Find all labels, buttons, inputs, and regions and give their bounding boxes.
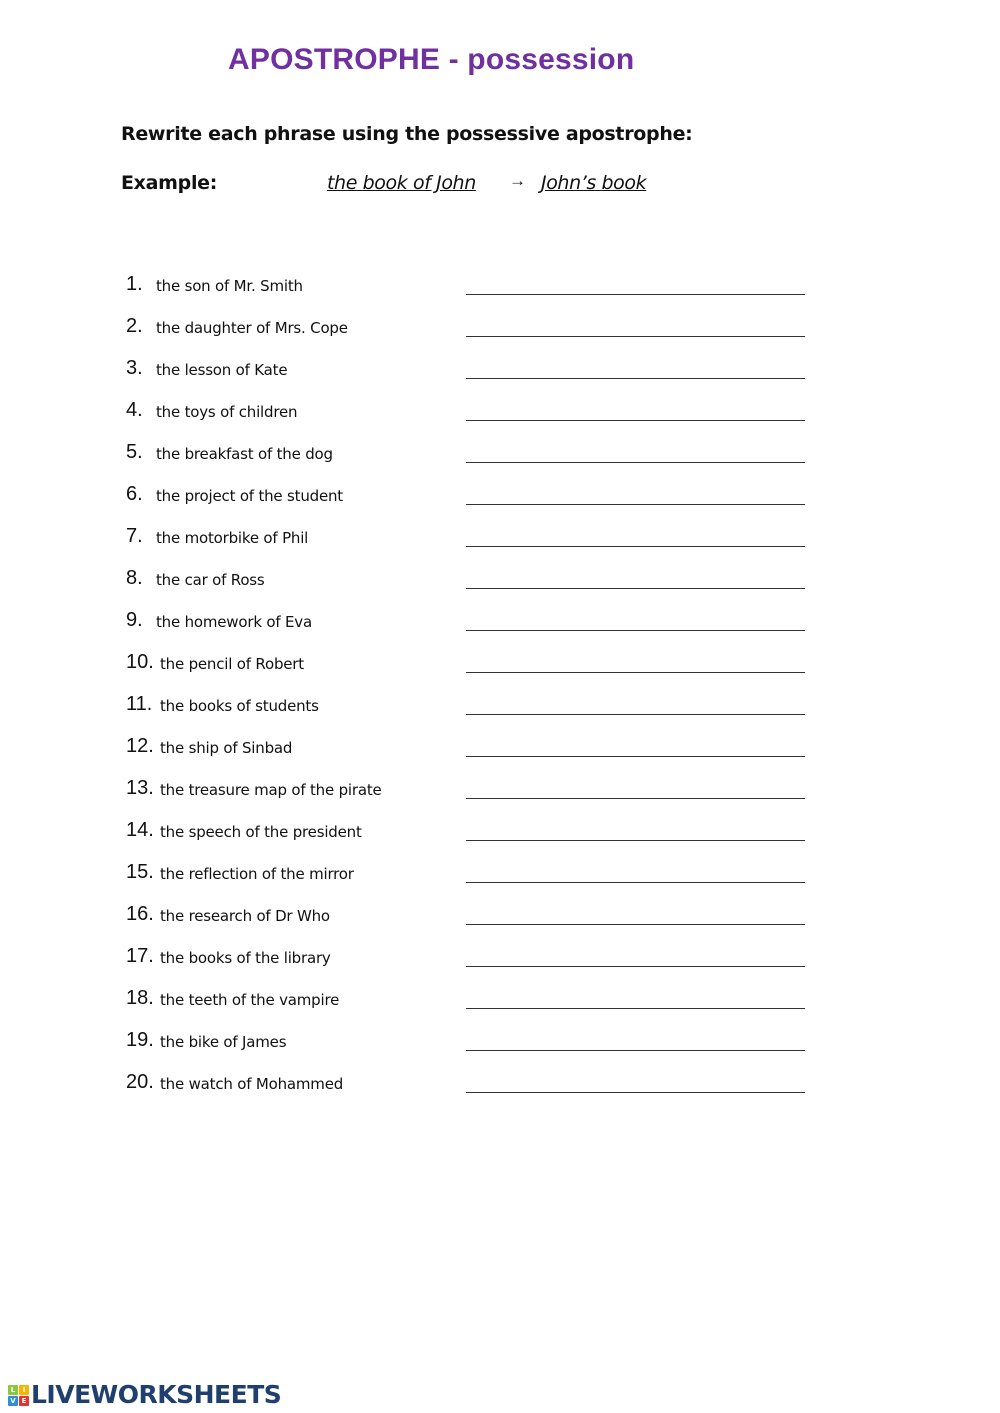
item-phrase: the speech of the president: [160, 823, 362, 841]
answer-input[interactable]: [466, 336, 805, 337]
exercise-row: [0, 903, 1000, 933]
item-number: 6.: [126, 483, 143, 505]
item-number: 1.: [126, 273, 143, 295]
live-badge-icon: [8, 1385, 29, 1406]
item-number: 5.: [126, 441, 143, 463]
answer-input[interactable]: [466, 924, 805, 925]
logo-text: LIVEWORKSHEETS: [31, 1380, 282, 1409]
answer-input[interactable]: [466, 672, 805, 673]
exercise-row: [0, 609, 1000, 639]
item-number: 14.: [126, 819, 154, 841]
exercise-row: [0, 861, 1000, 891]
item-phrase: the car of Ross: [156, 571, 265, 589]
item-number: 18.: [126, 987, 154, 1009]
exercise-row: [0, 315, 1000, 345]
item-number: 15.: [126, 861, 154, 883]
answer-input[interactable]: [466, 420, 805, 421]
exercise-row: [0, 567, 1000, 597]
item-phrase: the books of students: [160, 697, 319, 715]
arrow-right-icon: →: [509, 171, 526, 190]
exercise-row: [0, 735, 1000, 765]
answer-input[interactable]: [466, 966, 805, 967]
exercise-row: [0, 399, 1000, 429]
exercise-row: [0, 945, 1000, 975]
item-phrase: the reflection of the mirror: [160, 865, 354, 883]
answer-input[interactable]: [466, 840, 805, 841]
item-phrase: the ship of Sinbad: [160, 739, 293, 757]
badge-letter: L: [8, 1385, 18, 1395]
liveworksheets-logo: [8, 1382, 281, 1408]
item-number: 12.: [126, 735, 154, 757]
answer-input[interactable]: [466, 1092, 805, 1093]
badge-letter: E: [19, 1396, 29, 1406]
item-phrase: the treasure map of the pirate: [160, 781, 382, 799]
item-phrase: the books of the library: [160, 949, 331, 967]
item-phrase: the toys of children: [156, 403, 298, 421]
exercise-row: [0, 273, 1000, 303]
item-phrase: the homework of Eva: [156, 613, 312, 631]
exercise-row: [0, 441, 1000, 471]
exercise-row: [0, 693, 1000, 723]
answer-input[interactable]: [466, 504, 805, 505]
item-phrase: the research of Dr Who: [160, 907, 330, 925]
answer-input[interactable]: [466, 462, 805, 463]
item-phrase: the breakfast of the dog: [156, 445, 333, 463]
item-number: 4.: [126, 399, 143, 421]
answer-input[interactable]: [466, 882, 805, 883]
badge-letter: V: [8, 1396, 18, 1406]
item-number: 2.: [126, 315, 143, 337]
item-phrase: the teeth of the vampire: [160, 991, 340, 1009]
exercise-row: [0, 483, 1000, 513]
item-number: 16.: [126, 903, 154, 925]
answer-input[interactable]: [466, 714, 805, 715]
item-number: 17.: [126, 945, 154, 967]
item-number: 11.: [126, 693, 153, 715]
exercise-row: [0, 1029, 1000, 1059]
instruction-text: Rewrite each phrase using the possessive apostrophe:: [121, 123, 693, 145]
item-phrase: the pencil of Robert: [160, 655, 304, 673]
item-number: 9.: [126, 609, 143, 631]
exercise-row: [0, 357, 1000, 387]
item-phrase: the son of Mr. Smith: [156, 277, 303, 295]
example-answer: John’s book: [541, 172, 647, 194]
answer-input[interactable]: [466, 546, 805, 547]
item-number: 3.: [126, 357, 143, 379]
answer-input[interactable]: [466, 798, 805, 799]
item-phrase: the motorbike of Phil: [156, 529, 309, 547]
answer-input[interactable]: [466, 294, 805, 295]
worksheet-title: APOSTROPHE - possession: [228, 43, 635, 76]
answer-input[interactable]: [466, 1050, 805, 1051]
answer-input[interactable]: [466, 1008, 805, 1009]
exercise-row: [0, 987, 1000, 1017]
badge-letter: I: [19, 1385, 29, 1395]
item-number: 8.: [126, 567, 143, 589]
answer-input[interactable]: [466, 588, 805, 589]
exercise-row: [0, 1071, 1000, 1101]
exercise-row: [0, 525, 1000, 555]
item-phrase: the bike of James: [160, 1033, 287, 1051]
example-phrase: the book of John: [327, 172, 476, 194]
item-number: 20.: [126, 1071, 154, 1093]
item-number: 19.: [126, 1029, 154, 1051]
exercise-row: [0, 777, 1000, 807]
answer-input[interactable]: [466, 378, 805, 379]
item-number: 10.: [126, 651, 154, 673]
answer-input[interactable]: [466, 630, 805, 631]
item-number: 13.: [126, 777, 154, 799]
answer-input[interactable]: [466, 756, 805, 757]
item-phrase: the project of the student: [156, 487, 343, 505]
example-label: Example:: [121, 172, 218, 194]
item-phrase: the watch of Mohammed: [160, 1075, 344, 1093]
exercise-row: [0, 651, 1000, 681]
item-number: 7.: [126, 525, 143, 547]
exercise-row: [0, 819, 1000, 849]
item-phrase: the daughter of Mrs. Cope: [156, 319, 348, 337]
item-phrase: the lesson of Kate: [156, 361, 288, 379]
